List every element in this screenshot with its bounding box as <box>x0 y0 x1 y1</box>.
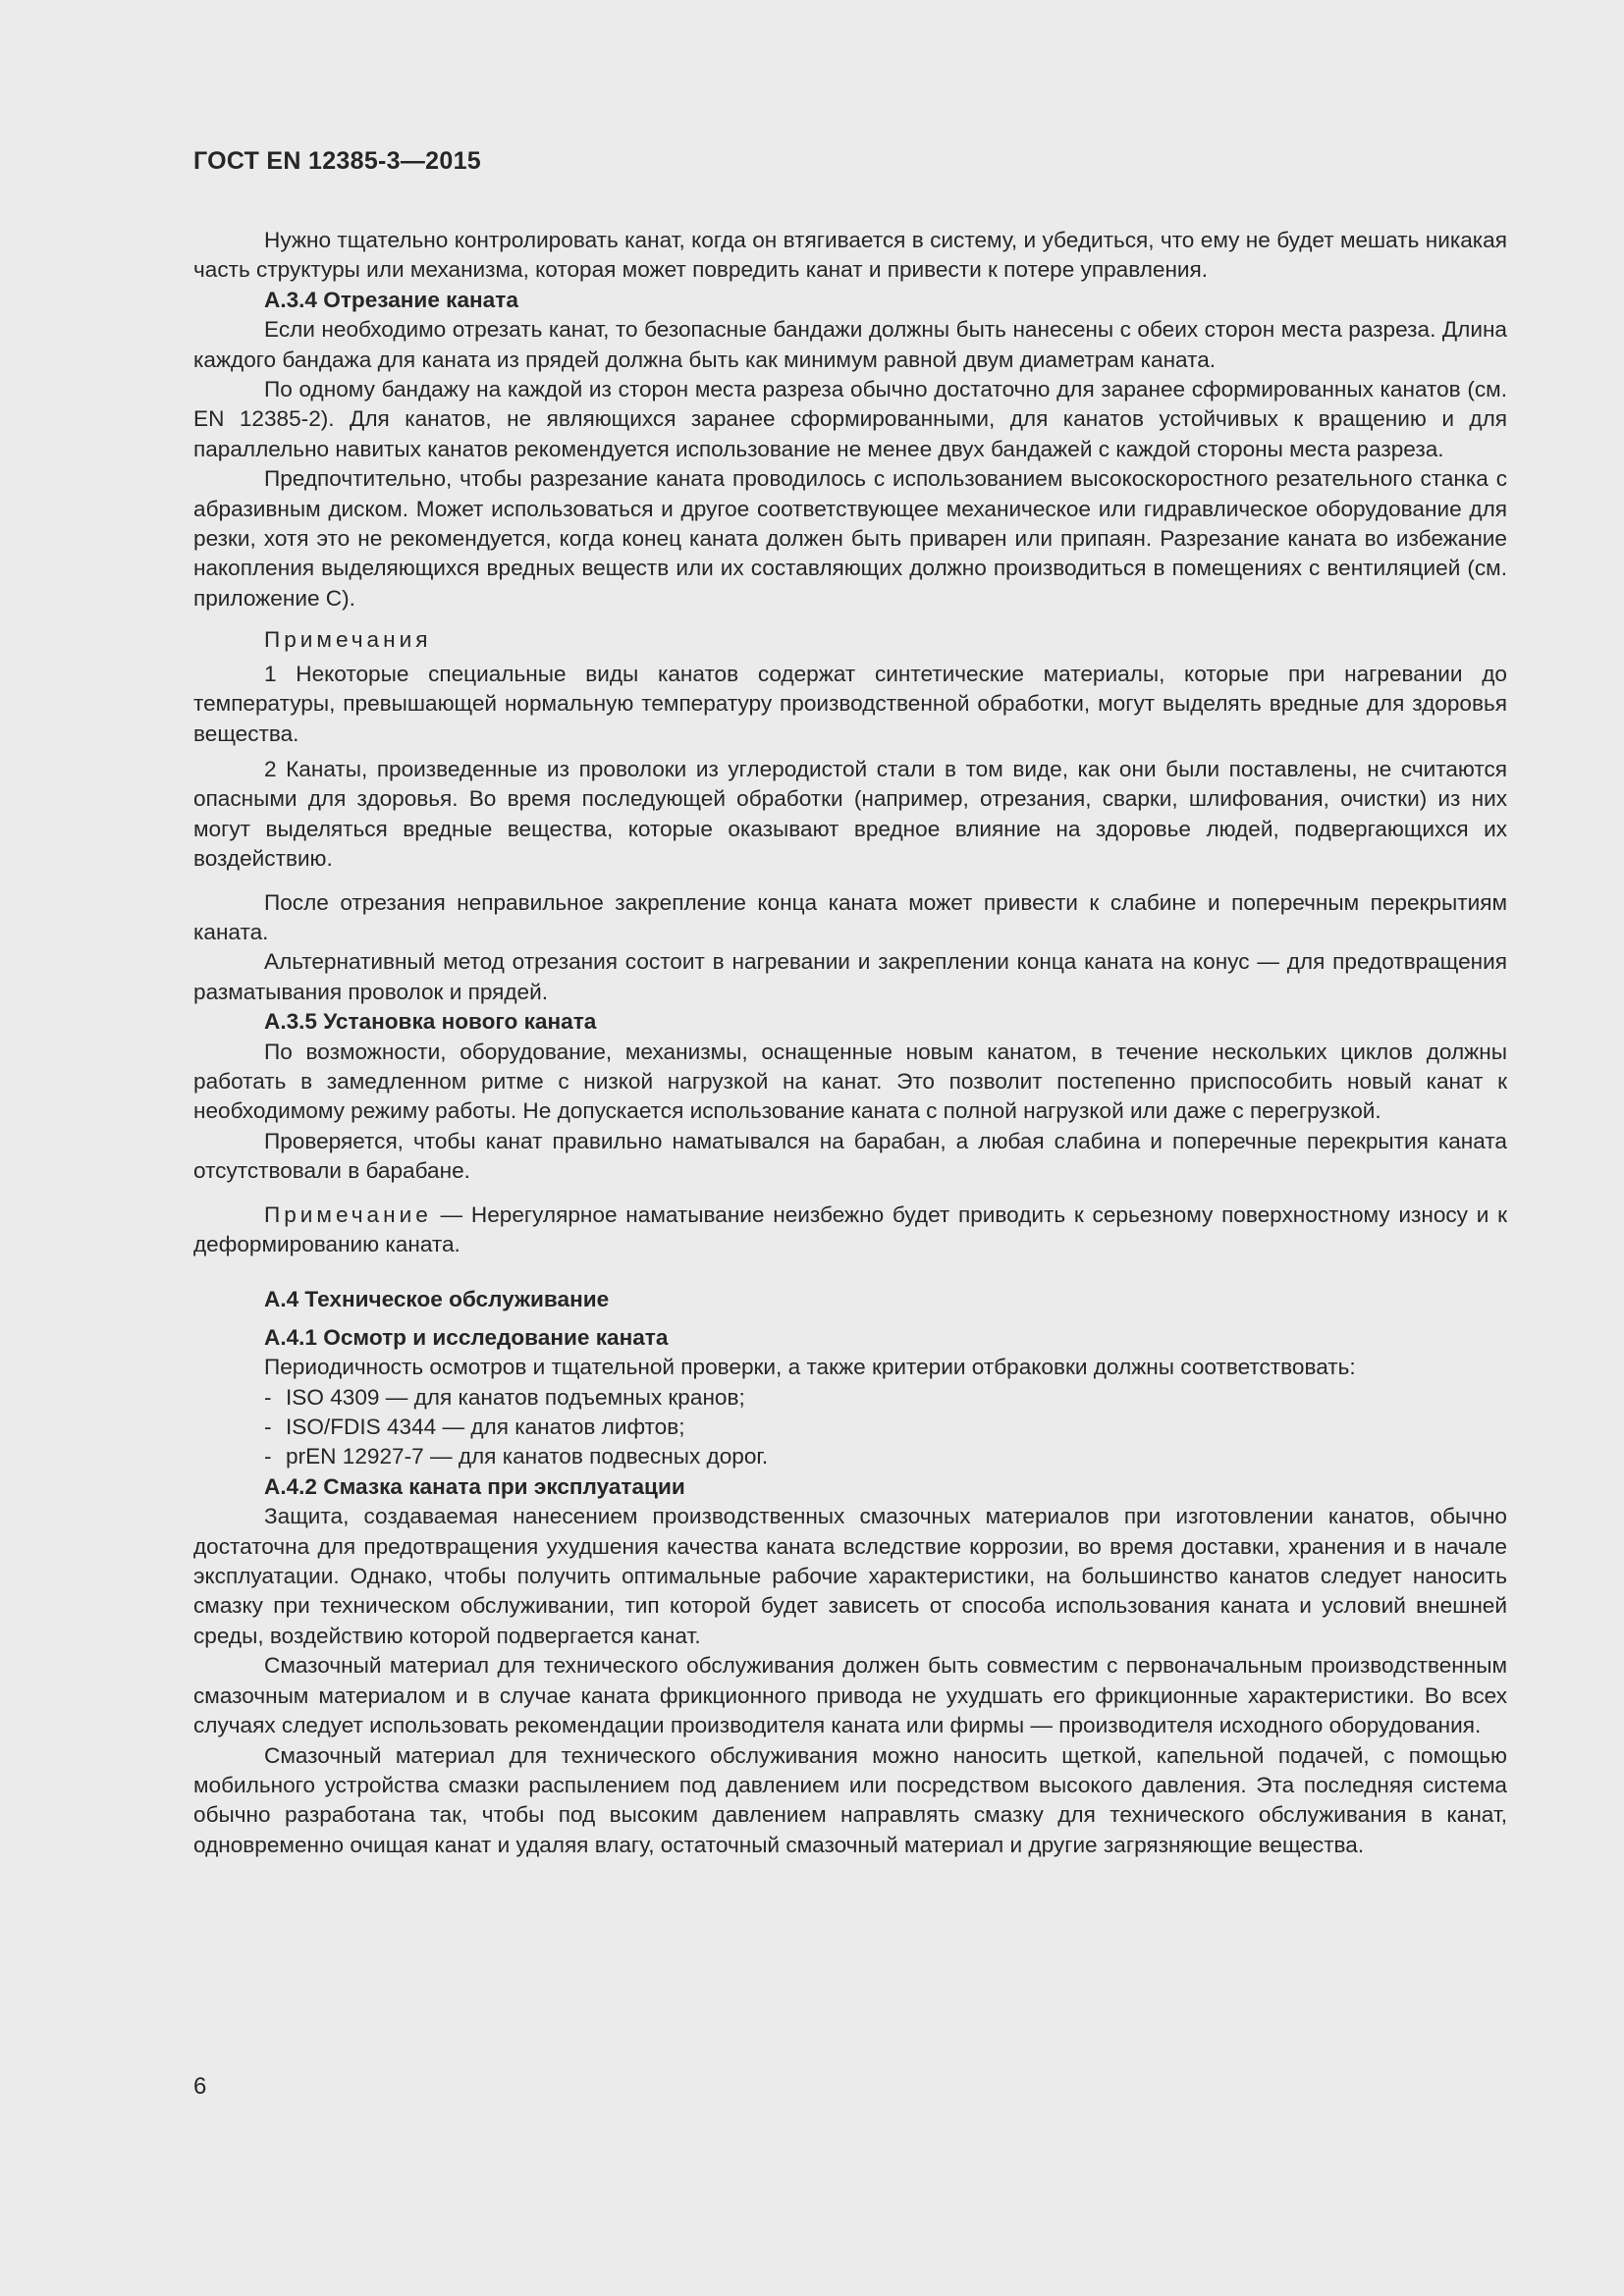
heading-a-3-4: А.3.4 Отрезание каната <box>264 287 518 312</box>
heading-a-4: А.4 Техническое обслуживание <box>264 1287 610 1312</box>
paragraph-bandage-count: По одному бандажу на каждой из сторон места разреза обычно достаточно для заранее сформированных канатов (см. EN 12385-2). Для канатов, не являющихся заранее сформированными, для канатов устойчивых к вращению и для параллельно навитых канатов рекомендуется использование не менее двух бандажей с каждой стороны места разреза. <box>193 377 1507 461</box>
paragraph-end-fixing: После отрезания неправильное закрепление конца каната может привести к слабине и поперечным перекрытиям каната. <box>193 889 1507 944</box>
paragraph-bandage: Если необходимо отрезать канат, то безопасные бандажи должны быть нанесены с обеих сторон места разреза. Длина каждого бандажа для каната из прядей должна быть как минимум равной двум диаметрам каната. <box>193 317 1507 372</box>
paragraph-drum-check: Проверяется, чтобы канат правильно наматывался на барабан, а любая слабина и поперечные перекрытия каната отсутствовали в барабане. <box>193 1128 1507 1184</box>
heading-a-4-2: А.4.2 Смазка каната при эксплуатации <box>264 1473 685 1499</box>
list-bullet: - <box>264 1384 272 1410</box>
note-1: 1 Некоторые специальные виды канатов содержат синтетические материалы, которые при нагревании до температуры, превышающей нормальную температуру производственной обработки, могут выделять вредные для здоровья вещества. <box>193 661 1507 746</box>
paragraph-rope-control: Нужно тщательно контролировать канат, когда он втягивается в систему, и убедиться, что ему не будет мешать никакая часть структуры или механизма, которая может повредить канат и привести к потере управления. <box>193 228 1507 283</box>
paragraph-inspection: Периодичность осмотров и тщательной проверки, а также критерии отбраковки должны соответствовать: <box>264 1355 1356 1380</box>
notes-label: Примечания <box>264 627 432 653</box>
page-number: 6 <box>193 2073 207 2100</box>
heading-a-3-5: А.3.5 Установка нового каната <box>264 1009 597 1035</box>
paragraph-cutting-method: Предпочтительно, чтобы разрезание каната проводилось с использованием высокоскоростного резательного станка с абразивным диском. Может использоваться и другое соответствующее механическое или гидравлическое оборудование для резки, хотя это не рекомендуется, когда конец каната должен быть приварен или припаян. Разрезание каната во избежание накопления выделяющихся вредных веществ или их составляющих должно производиться в помещениях с вентиляцией (см. приложение С). <box>193 466 1507 611</box>
list-bullet: - <box>264 1444 272 1469</box>
paragraph-alt-method: Альтернативный метод отрезания состоит в нагревании и закреплении конца каната на конус — для предотвращения разматывания проволок и прядей. <box>193 949 1507 1004</box>
note-2: 2 Канаты, произведенные из проволоки из углеродистой стали в том виде, как они были поставлены, не считаются опасными для здоровья. Во время последующей обработки (например, отрезания, сварки, шлифования, очистки) из них могут выделяться вредные вещества, которые оказывают вредное влияние на здоровье людей, подвергающихся их воздействию. <box>193 756 1507 872</box>
paragraph-lubricant-compat: Смазочный материал для технического обслуживания должен быть совместим с первоначальным производственным смазочным материалом и в случае каната фрикционного привода не ухудшать его фрикционные характеристики. Во всех случаях следует использовать рекомендации производителя каната или фирмы — производителя исходного оборудования. <box>193 1653 1507 1738</box>
paragraph-new-rope: По возможности, оборудование, механизмы, оснащенные новым канатом, в течение нескольких циклов должны работать в замедленном ритме с низкой нагрузкой на канат. Это позволит постепенно приспособить новый канат к необходимому режиму работы. Не допускается использование каната с полной нагрузкой или даже с перегрузкой. <box>193 1039 1507 1124</box>
list-item: - ISO/FDIS 4344 — для канатов лифтов; <box>264 1413 1507 1442</box>
paragraph-protection: Защита, создаваемая нанесением производственных смазочных материалов при изготовлении канатов, обычно достаточна для предотвращения ухудшения качества каната вследствие коррозии, во время доставки, хранения и в начале эксплуатации. Однако, чтобы получить оптимальные рабочие характеристики, на большинство канатов следует наносить смазку при техническом обслуживании, тип которой будет зависеть от способа использования каната и условий внешней среды, воздействию которой подвергается канат. <box>193 1504 1507 1648</box>
note-3-label: Примечание <box>264 1201 432 1227</box>
list-item: - prEN 12927-7 — для канатов подвесных дорог. <box>264 1442 1507 1471</box>
standards-list <box>264 1383 1507 1472</box>
note-3 <box>193 1201 1507 1260</box>
document-body <box>193 226 1507 1860</box>
list-item: - ISO 4309 — для канатов подъемных кранов; <box>264 1383 1507 1413</box>
list-bullet: - <box>264 1415 272 1440</box>
paragraph-lubricant-application: Смазочный материал для технического обслуживания можно наносить щеткой, капельной подачей, с помощью мобильного устройства смазки распылением под давлением или посредством высокого давления. Эта последняя система обычно разработана так, чтобы под высоким давлением направлять смазку для технического обслуживания в канат, одновременно очищая канат и удаляя влагу, остаточный смазочный материал и другие загрязняющие вещества. <box>193 1742 1507 1857</box>
note-3-text: — Нерегулярное наматывание неизбежно будет приводить к серьезному поверхностному износу и к деформированию каната. <box>193 1201 1507 1256</box>
heading-a-4-1: А.4.1 Осмотр и исследование каната <box>264 1324 669 1350</box>
document-header: ГОСТ EN 12385-3—2015 <box>193 147 481 175</box>
